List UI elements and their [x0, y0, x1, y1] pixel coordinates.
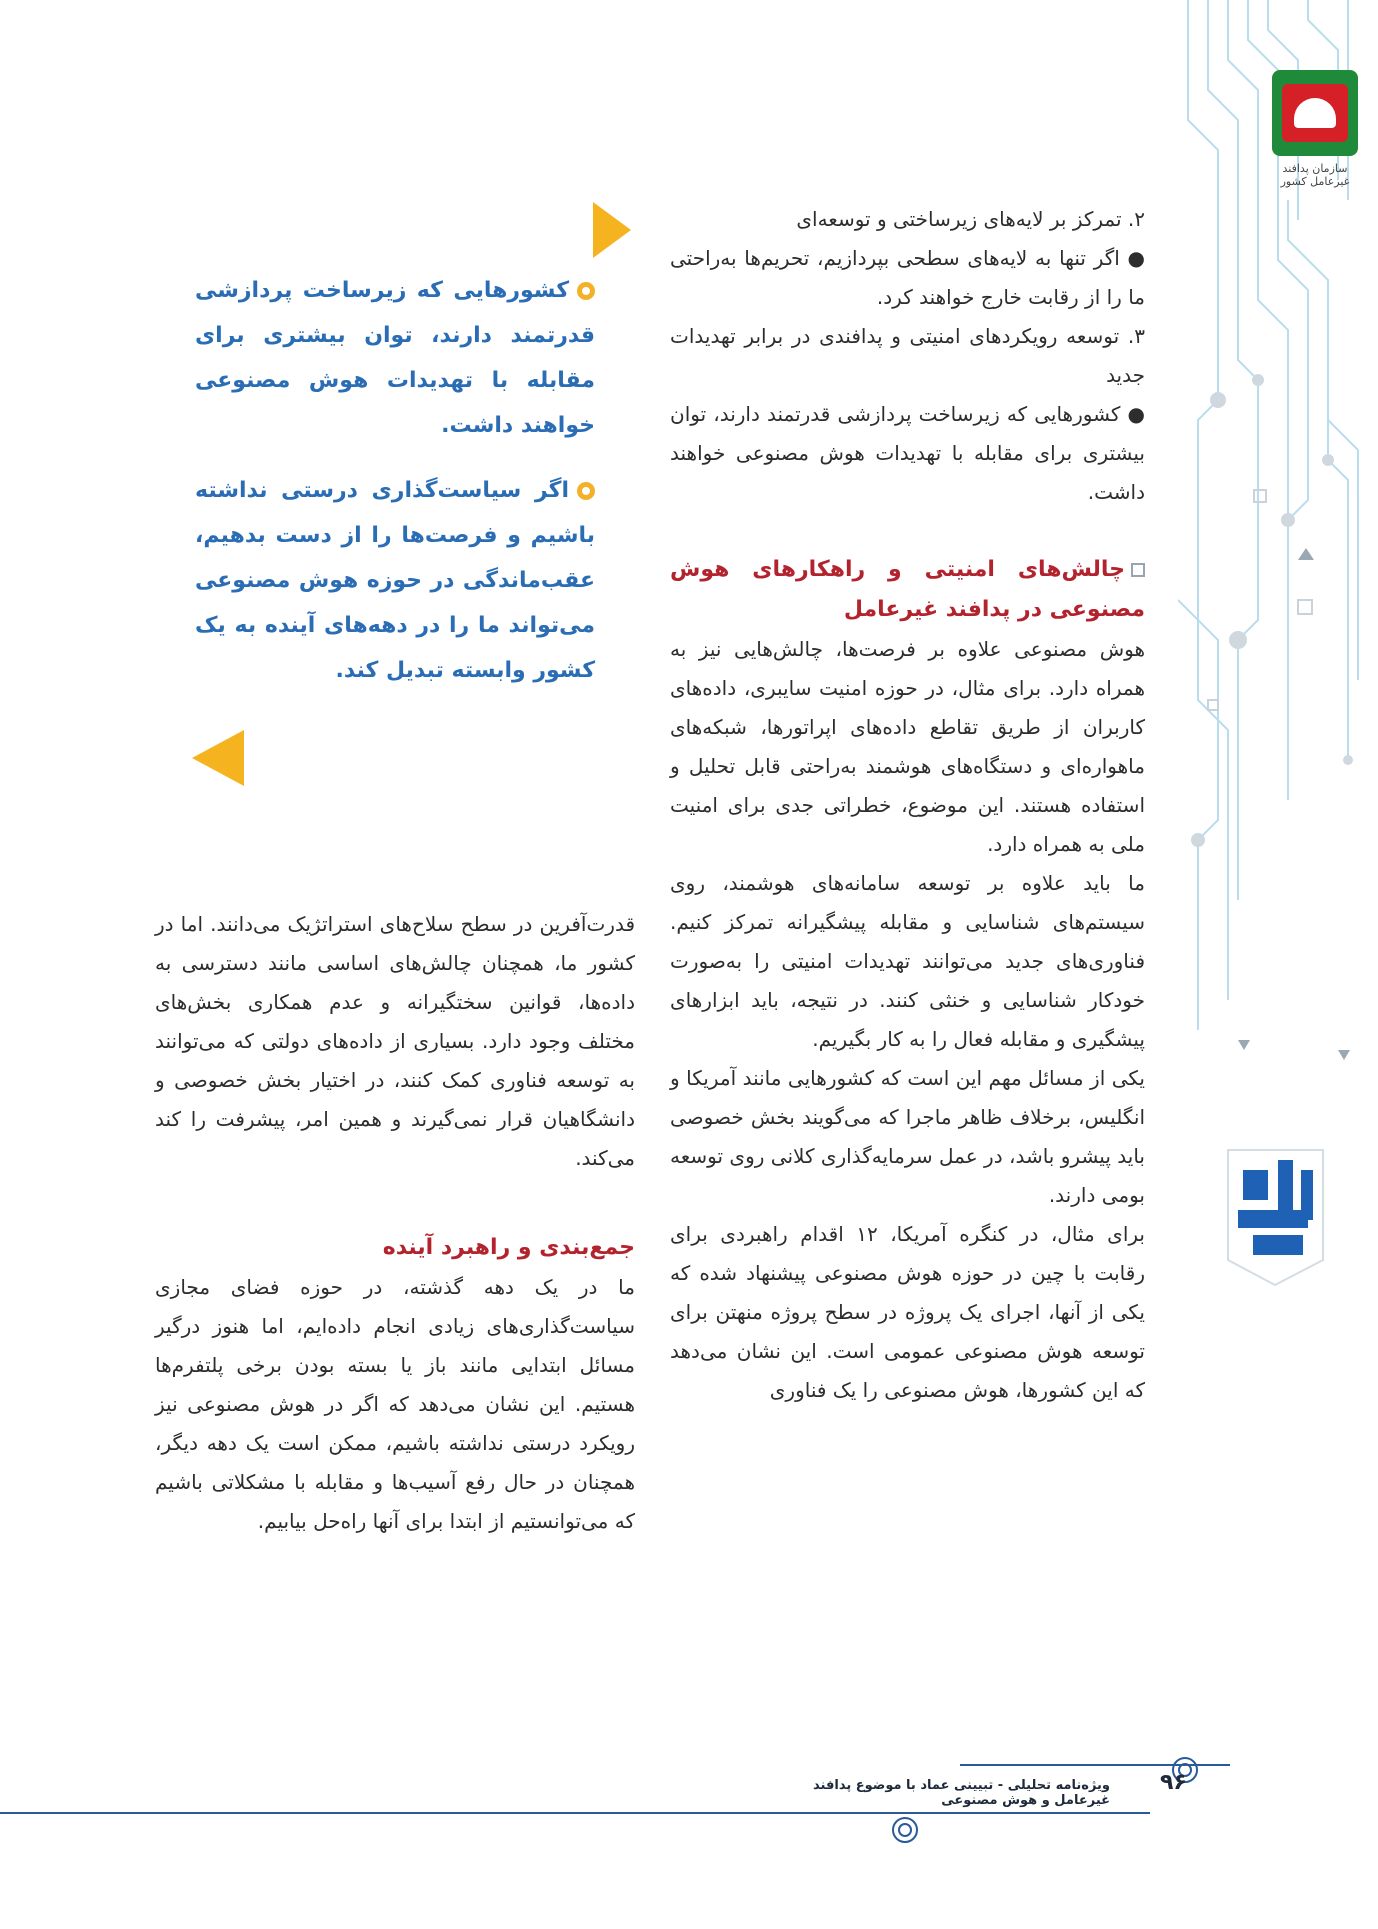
quote-text: اگر سیاست‌گذاری درستی نداشته باشیم و فرصت‌ها را از دست بدهیم، عقب‌ماندگی در حوزه هوش مصنوعی می‌تواند ما را در دهه‌های آینده به یک کشور وابسته تبدیل کند.	[195, 478, 595, 683]
pull-quote	[195, 268, 595, 713]
footer-decoration	[0, 1755, 1378, 1845]
list-item: ● اگر تنها به لایه‌های سطحی بپردازیم، تحریم‌ها به‌راحتی ما را از رقابت خارج خواهند کرد.	[670, 246, 1145, 309]
square-bullet-icon	[1131, 563, 1145, 577]
quote-triangle-top	[593, 202, 631, 258]
page-number: ۹۶	[1160, 1770, 1187, 1795]
quote-text: کشورهایی که زیرساخت پردازشی قدرتمند دارند، توان بیشتری برای مقابله با تهدیدات هوش مصنوعی خواهند داشت.	[195, 278, 595, 438]
section-heading: جمع‌بندی و راهبرد آینده	[382, 1235, 635, 1260]
quote-item	[195, 468, 595, 693]
quote-item	[195, 268, 595, 448]
logo-caption: سازمان پدافند غیرعامل کشور	[1280, 162, 1350, 188]
quote-bullet-icon	[577, 282, 595, 300]
body-paragraph: ما در یک دهه گذشته، در حوزه فضای مجازی سیاست‌گذاری‌های زیادی انجام داده‌ایم، اما هنوز درگیر مسائل ابتدایی مانند باز یا بسته بودن برخی پلتفرم‌ها هستیم. این نشان می‌دهد که اگر در هوش مصنوعی نیز رویکرد درستی نداشته باشیم، ممکن است یک دهه دیگر، همچنان در حال رفع آسیب‌ها و مقابله با مشکلاتی باشیم که می‌توانستیم از ابتدا برای آنها راه‌حل بیابیم.	[155, 1275, 635, 1533]
section-heading-text: چالش‌های امنیتی و راهکارهای هوش مصنوعی در پدافند غیرعامل	[670, 557, 1145, 622]
organization-logo	[1270, 70, 1360, 195]
body-paragraph: هوش مصنوعی علاوه بر فرصت‌ها، چالش‌هایی نیز به همراه دارد. برای مثال، در حوزه امنیت سایبری، داده‌های کاربران از طریق تقاطع داده‌های اپراتورها، شبکه‌های ماهواره‌ای و دستگاه‌های هوشمند به‌راحتی قابل تحلیل و استفاده هستند. این موضوع، خطراتی جدی برای امنیت ملی به همراه دارد.	[670, 637, 1145, 856]
quote-bullet-icon	[577, 482, 595, 500]
body-paragraph: ما باید علاوه بر توسعه سامانه‌های هوشمند، روی سیستم‌های شناسایی و مقابله پیشگیرانه تمرکز کنیم. فناوری‌های جدید می‌توانند تهدیدات امنیتی را به‌صورت خودکار شناسایی و خنثی کنند. در نتیجه، باید ابزارهای پیشگیری و مقابله فعال را به کار بگیریم.	[670, 871, 1145, 1051]
body-paragraph: قدرت‌آفرین در سطح سلاح‌های استراتژیک می‌دانند. اما در کشور ما، همچنان چالش‌های اساسی مانند دسترسی به داده‌ها، قوانین سختگیرانه و عدم همکاری بخش‌های مختلف وجود دارد. بسیاری از داده‌های دولتی که می‌توانند به توسعه فناوری کمک کنند، در اختیار بخش خصوصی و دانشگاهیان قرار نمی‌گیرند و همین امر، پیشرفت را کند می‌کند.	[155, 912, 635, 1170]
body-paragraph: یکی از مسائل مهم این است که کشورهایی مانند آمریکا و انگلیس، برخلاف ظاهر ماجرا که می‌گویند بخش خصوصی باید پیشرو باشد، در عمل سرمایه‌گذاری کلانی روی توسعه بومی دارند.	[670, 1066, 1145, 1207]
body-paragraph: برای مثال، در کنگره آمریکا، ۱۲ اقدام راهبردی برای رقابت با چین در حوزه هوش مصنوعی پیشنهاد شده که یکی از آنها، اجرای یک پروژه در سطح پروژه منهتن برای توسعه هوش مصنوعی عمومی است. این نشان می‌دهد که این کشورها، هوش مصنوعی را یک فناوری	[670, 1222, 1145, 1402]
right-column	[670, 200, 1145, 1410]
section-heading	[670, 550, 1145, 630]
list-item: ● کشورهایی که زیرساخت پردازشی قدرتمند دارند، توان بیشتری برای مقابله با تهدیدات هوش مصنوعی خواهند داشت.	[670, 402, 1145, 504]
quote-triangle-bottom	[192, 730, 244, 786]
left-column	[155, 905, 635, 1541]
emad-logo-icon	[1223, 1140, 1328, 1290]
footer-publication: ویژه‌نامه تحلیلی - تبیینی عماد با موضوع پدافند غیرعامل و هوش مصنوعی	[813, 1778, 1110, 1808]
list-item: ۲. تمرکز بر لایه‌های زیرساختی و توسعه‌ای	[796, 207, 1145, 231]
list-item: ۳. توسعه رویکردهای امنیتی و پدافندی در برابر تهدیدات جدید	[670, 324, 1145, 387]
logo-mark-icon	[1272, 70, 1358, 156]
